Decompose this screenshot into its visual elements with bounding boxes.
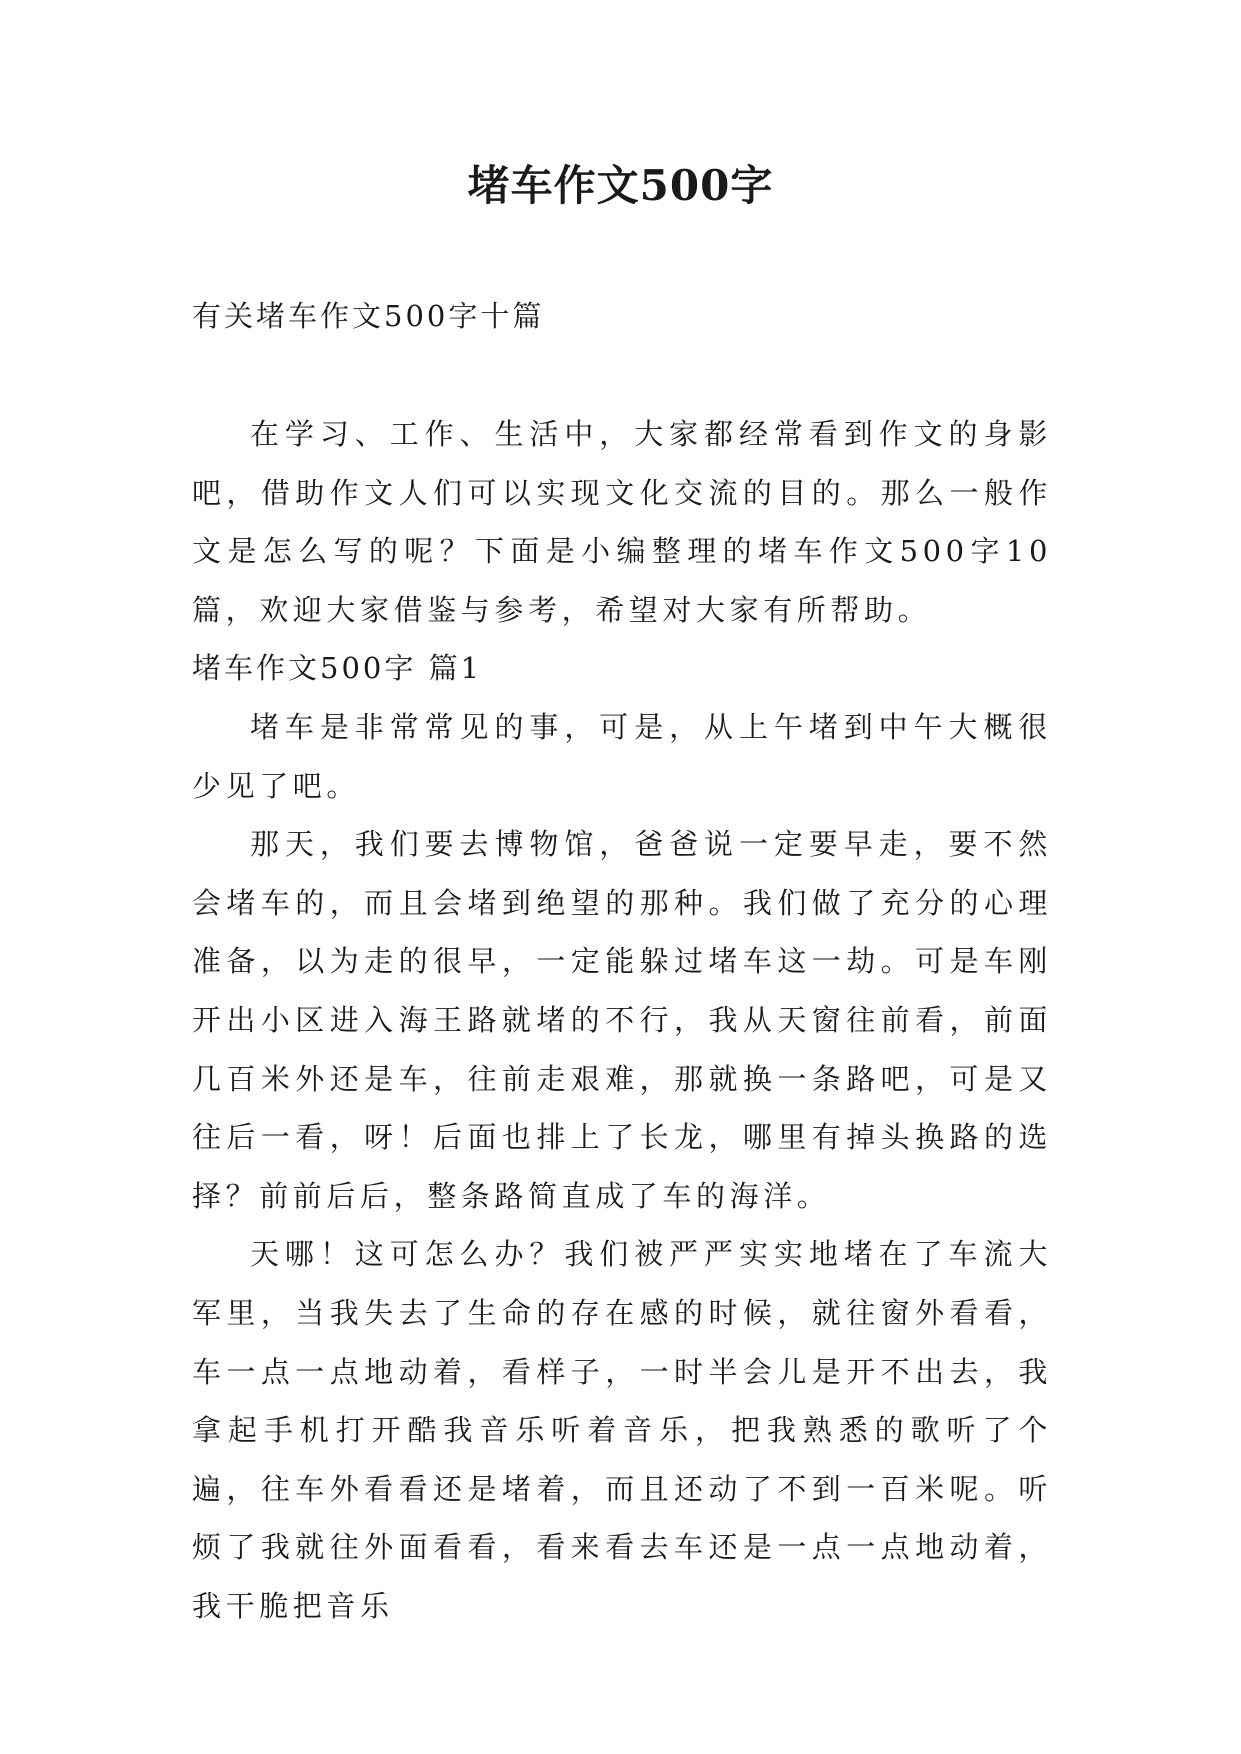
body-paragraph-1: 堵车是非常常见的事，可是，从上午堵到中午大概很少见了吧。 [192, 709, 1052, 803]
body-paragraph-2: 那天，我们要去博物馆，爸爸说一定要早走，要不然会堵车的，而且会堵到绝望的那种。我们做了充分的心理准备，以为走的很早，一定能躲过堵车这一劫。可是车刚开出小区进入海王路就堵的不行，我从天窗往前看，前面几百米外还是车，往前走艰难，那就换一条路吧，可是又往后一看，呀！后面也排上了长龙，哪里有掉头换路的选择？前前后后，整条路简直成了车的海洋。 [192, 827, 1052, 1213]
body-paragraph-3: 天哪！这可怎么办？我们被严严实实地堵在了车流大军里，当我失去了生命的存在感的时候，就往窗外看看，车一点一点地动着，看样子，一时半会儿是开不出去，我拿起手机打开酷我音乐听着音乐，把我熟悉的歌听了个遍，往车外看看还是堵着，而且还动了不到一百米呢。听烦了我就往外面看看，看来看去车还是一点一点地动着，我干脆把音乐 [192, 1237, 1052, 1623]
document-title: 堵车作文500字 [467, 161, 774, 210]
document-body [192, 405, 1052, 1635]
intro-paragraph: 在学习、工作、生活中，大家都经常看到作文的身影吧，借助作文人们可以实现文化交流的目的。那么一般作文是怎么写的呢？下面是小编整理的堵车作文500字10篇，欢迎大家借鉴与参考，希望对大家有所帮助。 [192, 417, 1052, 627]
section-heading: 堵车作文500字 篇1 [192, 651, 483, 686]
document-subtitle: 有关堵车作文500字十篇 [192, 299, 545, 333]
